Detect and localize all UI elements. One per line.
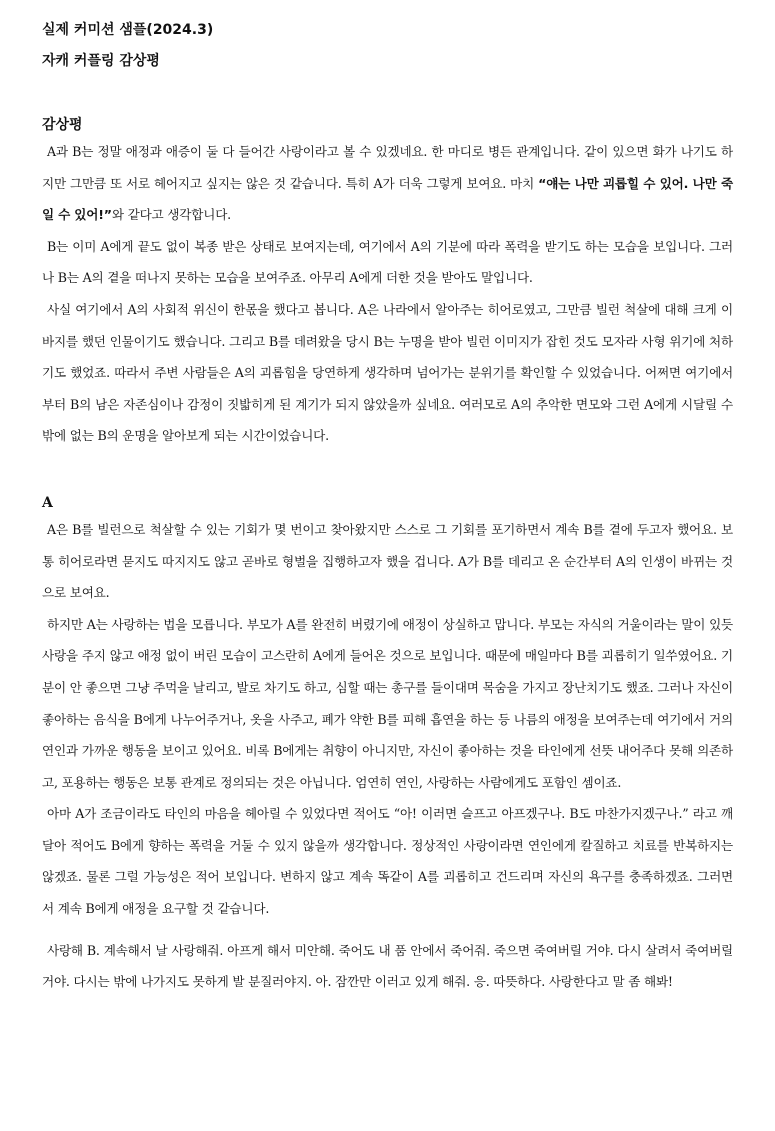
- review-paragraph-3: 사실 여기에서 A의 사회적 위신이 한몫을 했다고 봅니다. A은 나라에서 알아주는 히어로였고, 그만큼 빌런 척살에 대해 크게 이바지를 했던 인물이기도 했습니다. 그리고 B를 데려왔을 당시 B는 누명을 받아 빌런 이미지가 잡힌 것도 모자라 사형 위기에 처하기도 했었죠. 따라서 주변 사람들은 A의 괴롭힘을 당연하게 생각하며 넘어가는 분위기를 확인할 수 있었습니다. 어쩌면 여기에서부터 B의 남은 자존심이나 감정이 짓밟히게 된 계기가 되지 않았을까 싶네요. 여러모로 A의 추악한 면모와 그런 A에게 시달릴 수 밖에 없는 B의 운명을 알아보게 되는 시간이었습니다.: [42, 301, 733, 444]
- review-paragraph-1-tail: 와 같다고 생각합니다.: [111, 207, 231, 223]
- review-heading: 감상평: [42, 117, 83, 133]
- review-paragraph-2: B는 이미 A에게 끝도 없이 복종 받은 상태로 보여지는데, 여기에서 A의 기분에 따라 폭력을 받기도 하는 모습을 보입니다. 그러나 B는 A의 곁을 떠나지 못하는 모습을 보여주죠. 아무리 A에게 더한 것을 받아도 말입니다.: [42, 238, 733, 286]
- section-a-paragraph-2: 하지만 A는 사랑하는 법을 모릅니다. 부모가 A를 완전히 버렸기에 애정이 상실하고 맙니다. 부모는 자식의 거울이라는 말이 있듯 사랑을 주지 않고 애정 없이 버린 모습이 고스란히 A에게 들어온 것으로 보입니다. 때문에 매일마다 B를 괴롭히기 일쑤였어요. 기분이 안 좋으면 그냥 주먹을 날리고, 발로 차기도 하고, 심할 때는 총구를 들이대며 목숨을 가지고 장난치기도 했죠. 그러나 자신이 좋아하는 음식을 B에게 나누어주거나, 옷을 사주고, 폐가 약한 B를 피해 흡연을 하는 등 나름의 애정을 보여주는데 여기에서 거의 연인과 가까운 행동을 보이고 있어요. 비록 B에게는 취향이 아니지만, 자신이 좋아하는 것을 타인에게 선뜻 내어주다 못해 의존하고, 포용하는 행동은 보통 관계로 정의되는 것은 아닙니다. 엄연히 연인, 사랑하는 사람에게도 포함인 셈이죠.: [42, 616, 733, 790]
- review-paragraph-1-quote: “얘는 나만 괴롭힐 수 있어. 나만 죽일 수 있어!”: [42, 175, 733, 223]
- review-paragraph-1: [42, 136, 733, 231]
- review-paragraph-1-text: A과 B는 정말 애정과 애증이 둘 다 들어간 사랑이라고 볼 수 있겠네요. 한 마디로 병든 관계입니다. 같이 있으면 화가 나기도 하지만 그만큼 또 서로 헤어지고 싶지는 않은 것 같습니다. 특히 A가 더욱 그렇게 보여요. 마치: [42, 144, 733, 191]
- section-a-paragraph-1: A은 B를 빌런으로 척살할 수 있는 기회가 몇 번이고 찾아왔지만 스스로 그 기회를 포기하면서 계속 B를 곁에 두고자 했어요. 보통 히어로라면 묻지도 따지지도 않고 곧바로 형벌을 집행하고자 했을 겁니다. A가 B를 데리고 온 순간부터 A의 인생이 바뀌는 것으로 보여요.: [42, 521, 733, 601]
- section-a-heading: A: [42, 494, 53, 511]
- section-a-paragraph-3: 아마 A가 조금이라도 타인의 마음을 헤아릴 수 있었다면 적어도 “아! 이러면 슬프고 아프겠구나. B도 마찬가지겠구나.” 라고 깨달아 적어도 B에게 향하는 폭력을 거둘 수 있지 않을까 생각합니다. 정상적인 사랑이라면 연인에게 칼질하고 치료를 반복하지는 않겠죠. 물론 그럴 가능성은 적어 보입니다. 변하지 않고 계속 똑같이 A를 괴롭히고 건드리며 자신의 욕구를 충족하겠죠. 그러면서 계속 B에게 애정을 요구할 것 같습니다.: [42, 806, 733, 917]
- document-subtitle: 자캐 커플링 감상평: [42, 53, 160, 69]
- document-title: 실제 커미션 샘플(2024.3): [42, 22, 214, 38]
- section-a-paragraph-4: 사랑해 B. 계속해서 날 사랑해줘. 아프게 해서 미안해. 죽어도 내 품 안에서 죽어줘. 죽으면 죽여버릴 거야. 다시 살려서 죽여버릴 거야. 다시는 밖에 나가지도 못하게 발 분질러야지. 아. 잠깐만 이러고 있게 해줘. 응. 따뜻하다. 사랑한다고 말 좀 해봐!: [42, 942, 733, 990]
